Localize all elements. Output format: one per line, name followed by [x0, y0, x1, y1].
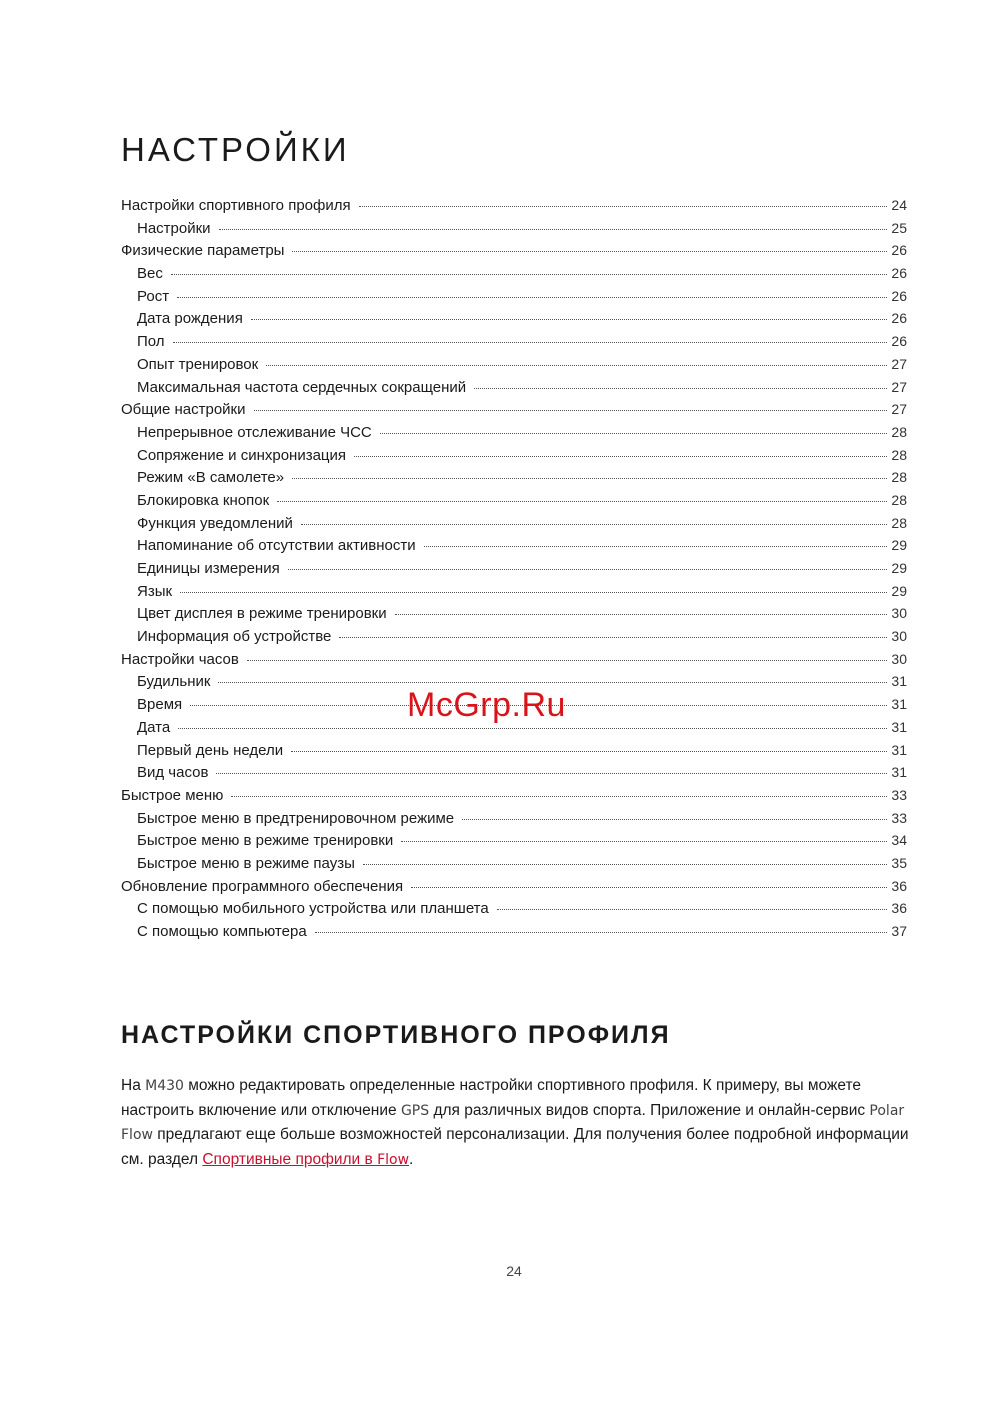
toc-leader-dots	[401, 840, 887, 842]
toc-entry-title: С помощью мобильного устройства или планшета	[137, 900, 489, 918]
toc-entry-page: 26	[891, 333, 907, 350]
toc-entry[interactable]	[121, 512, 907, 535]
toc-entry-page: 28	[891, 469, 907, 486]
toc-entry-page: 24	[891, 197, 907, 213]
toc-entry[interactable]	[121, 217, 907, 240]
toc-entry-page: 33	[891, 809, 907, 826]
paragraph-text: можно редактировать определенные настройки спортивного профиля. К примеру, вы можете настроить включение или отключение	[121, 1077, 862, 1119]
toc-entry-title: Рост	[137, 287, 170, 305]
toc-leader-dots	[266, 364, 887, 366]
toc-entry-page: 26	[891, 287, 907, 304]
toc-entry[interactable]	[121, 376, 907, 399]
toc-leader-dots	[474, 387, 887, 389]
device-name: M430	[145, 1078, 184, 1094]
toc-entry-page: 27	[891, 355, 907, 372]
toc-entry-title: Вид часов	[137, 764, 209, 782]
toc-entry-page: 30	[891, 650, 907, 667]
toc-leader-dots	[178, 727, 887, 729]
toc-entry[interactable]	[121, 557, 907, 580]
toc-entry[interactable]	[121, 761, 907, 784]
toc-leader-dots	[301, 523, 888, 525]
toc-entry-title: С помощью компьютера	[137, 923, 307, 940]
toc-entry-title: Обновление программного обеспечения	[121, 877, 404, 895]
toc-entry-title: Сопряжение и синхронизация	[137, 446, 347, 464]
toc-entry-page: 29	[891, 537, 907, 554]
toc-entry-page: 31	[891, 741, 907, 758]
toc-entry-title: Максимальная частота сердечных сокращений	[137, 378, 467, 396]
paragraph-text: .	[409, 1150, 414, 1168]
toc-entry[interactable]	[121, 648, 907, 671]
toc-entry-title: Быстрое меню в предтренировочном режиме	[137, 809, 455, 827]
toc-entry-page: 31	[891, 718, 907, 735]
page-number: 24	[506, 1263, 522, 1279]
toc-entry-title: Информация об устройстве	[137, 628, 332, 646]
toc-entry-page: 37	[891, 923, 907, 939]
toc-entry-title: Единицы измерения	[137, 560, 280, 577]
toc-leader-dots	[291, 750, 887, 752]
toc-entry-page: 28	[891, 514, 907, 531]
toc-entry-title: Быстрое меню в режиме тренировки	[137, 832, 394, 850]
toc-entry-title: Настройки спортивного профиля	[121, 197, 351, 214]
toc-leader-dots	[339, 636, 887, 638]
toc-entry-page: 28	[891, 446, 907, 463]
toc-entry-title: Режим «В самолете»	[137, 469, 285, 487]
toc-entry[interactable]	[121, 784, 907, 807]
toc-entry-title: Физические параметры	[121, 242, 285, 260]
toc-entry-page: 33	[891, 786, 907, 803]
toc-entry-page: 34	[891, 832, 907, 849]
toc-leader-dots	[497, 908, 888, 910]
toc-entry-title: Общие настройки	[121, 401, 246, 419]
toc-entry-title: Быстрое меню	[121, 786, 224, 804]
toc-leader-dots	[247, 659, 888, 661]
toc-leader-dots	[277, 500, 887, 502]
toc-entry[interactable]	[121, 421, 907, 444]
toc-leader-dots	[231, 795, 887, 797]
toc-entry[interactable]	[121, 285, 907, 308]
toc-entry-page: 36	[891, 877, 907, 894]
toc-leader-dots	[462, 818, 887, 820]
toc-entry-page: 29	[891, 582, 907, 599]
toc-entry[interactable]	[121, 897, 907, 920]
toc-entry[interactable]	[121, 239, 907, 262]
paragraph-text: предлагают еще больше возможностей персонализации. Для получения более подробной информации см. раздел	[121, 1126, 909, 1168]
toc-leader-dots	[315, 931, 888, 933]
toc-entry[interactable]	[121, 466, 907, 489]
toc-entry-page: 28	[891, 491, 907, 508]
toc-entry-title: Язык	[137, 582, 173, 600]
sport-profiles-link[interactable]	[202, 1151, 409, 1168]
toc-entry[interactable]	[121, 489, 907, 512]
toc-leader-dots	[292, 477, 887, 479]
toc-entry-page: 36	[891, 900, 907, 917]
toc-entry-title: Опыт тренировок	[137, 355, 259, 373]
toc-entry[interactable]	[121, 829, 907, 852]
toc-entry-title: Пол	[137, 333, 165, 351]
toc-leader-dots	[424, 545, 888, 547]
toc-entry-title: Напоминание об отсутствии активности	[137, 537, 416, 555]
toc-entry[interactable]	[121, 580, 907, 603]
link-text-flow: Flow	[377, 1151, 410, 1168]
toc-entry-page: 31	[891, 673, 907, 690]
paragraph-text: для различных видов спорта. Приложение и онлайн-сервис	[429, 1101, 870, 1119]
toc-entry[interactable]	[121, 739, 907, 762]
toc-entry-page: 29	[891, 560, 907, 576]
watermark: McGrp.Ru	[407, 686, 566, 724]
toc-leader-dots	[254, 409, 888, 411]
toc-entry-page: 35	[891, 854, 907, 871]
toc-leader-dots	[219, 228, 888, 230]
toc-entry-page: 26	[891, 242, 907, 259]
toc-entry-page: 31	[891, 764, 907, 781]
toc-entry-title: Дата рождения	[137, 310, 243, 328]
toc-entry-title: Будильник	[137, 673, 211, 691]
toc-entry[interactable]	[121, 920, 907, 943]
toc-entry-title: Время	[137, 696, 183, 714]
page-title: НАСТРОЙКИ	[121, 131, 350, 168]
toc-leader-dots	[363, 863, 888, 865]
toc-entry[interactable]	[121, 353, 907, 376]
toc-entry-page: 27	[891, 401, 907, 418]
toc-leader-dots	[171, 273, 888, 275]
toc-entry-page: 30	[891, 605, 907, 622]
toc-entry-page: 31	[891, 696, 907, 713]
toc-entry-title: Цвет дисплея в режиме тренировки	[137, 605, 387, 623]
toc-entry-title: Первый день недели	[137, 741, 284, 759]
toc-entry-title: Функция уведомлений	[137, 514, 293, 532]
toc-entry-page: 28	[891, 423, 907, 440]
toc-entry[interactable]	[121, 262, 907, 285]
toc-entry[interactable]	[121, 194, 907, 217]
link-text: Спортивные профили в	[202, 1150, 378, 1168]
toc-entry[interactable]	[121, 398, 907, 421]
toc-entry-title: Блокировка кнопок	[137, 491, 270, 509]
gps-term: GPS	[400, 1102, 430, 1119]
toc-entry-page: 25	[891, 219, 907, 236]
toc-entry-page: 26	[891, 310, 907, 327]
toc-leader-dots	[292, 250, 887, 252]
toc-leader-dots	[180, 591, 887, 593]
toc-entry[interactable]	[121, 875, 907, 898]
toc-leader-dots	[354, 455, 887, 457]
toc-leader-dots	[380, 432, 888, 434]
toc-entry-title: Настройки часов	[121, 650, 239, 668]
toc-entry[interactable]	[121, 307, 907, 330]
service-name: Polar Flow	[121, 1102, 905, 1143]
toc-leader-dots	[411, 886, 887, 888]
toc-entry-page: 30	[891, 628, 907, 645]
toc-entry[interactable]	[121, 625, 907, 648]
toc-leader-dots	[288, 568, 888, 570]
toc-entry-title: Настройки	[137, 219, 211, 237]
toc-entry[interactable]	[121, 534, 907, 557]
table-of-contents	[121, 194, 907, 943]
paragraph-text: На	[121, 1077, 146, 1094]
toc-entry[interactable]	[121, 330, 907, 353]
toc-entry-page: 26	[891, 265, 907, 282]
toc-leader-dots	[177, 296, 887, 298]
toc-leader-dots	[173, 341, 888, 343]
toc-entry[interactable]	[121, 807, 907, 830]
toc-entry-title: Вес	[137, 265, 163, 283]
toc-leader-dots	[216, 772, 887, 774]
toc-entry-title: Быстрое меню в режиме паузы	[137, 854, 355, 872]
toc-entry-page: 27	[891, 378, 907, 395]
section-paragraph	[121, 1074, 921, 1172]
toc-entry[interactable]	[121, 444, 907, 467]
toc-entry-title: Дата	[137, 718, 171, 736]
toc-entry[interactable]	[121, 602, 907, 625]
toc-entry-title: Непрерывное отслеживание ЧСС	[137, 423, 372, 441]
toc-entry[interactable]	[121, 852, 907, 875]
toc-leader-dots	[359, 205, 888, 207]
section-heading: НАСТРОЙКИ СПОРТИВНОГО ПРОФИЛЯ	[121, 1021, 671, 1049]
toc-leader-dots	[218, 681, 887, 683]
toc-leader-dots	[395, 613, 888, 615]
toc-leader-dots	[251, 318, 888, 320]
